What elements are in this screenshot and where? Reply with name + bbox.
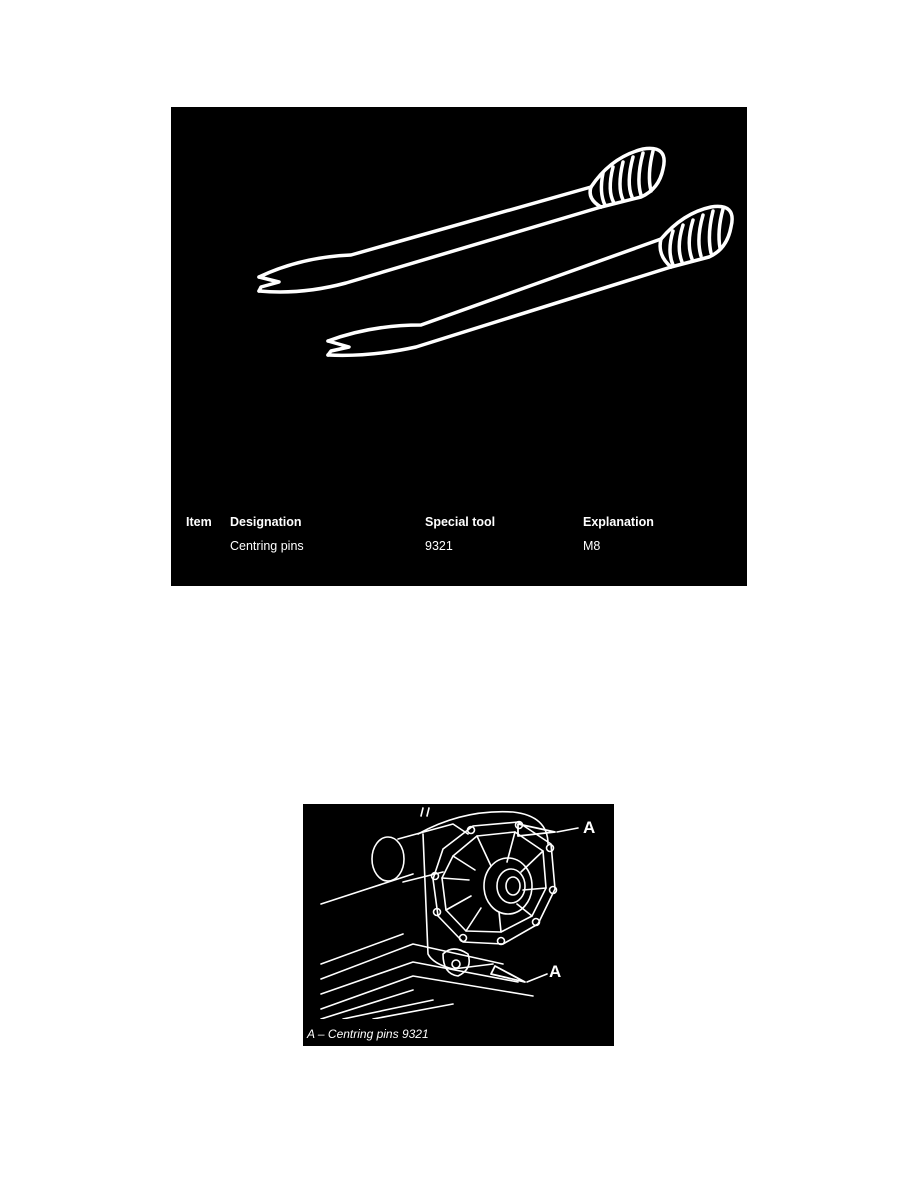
callout-label-a-lower: A <box>549 962 562 981</box>
tool-figure <box>171 107 747 586</box>
cell-special-tool: 9321 <box>425 539 453 553</box>
callout-label-a-upper: A <box>583 818 596 837</box>
centring-pins-illustration <box>171 107 747 507</box>
cell-explanation: M8 <box>583 539 601 553</box>
special-tool-table <box>171 515 747 563</box>
cell-designation: Centring pins <box>230 539 304 553</box>
column-header-designation: Designation <box>230 515 302 529</box>
column-header-special-tool: Special tool <box>425 515 496 529</box>
housing-with-centring-pins-illustration <box>303 804 614 1019</box>
usage-figure <box>303 804 614 1046</box>
figure-caption: A – Centring pins 9321 <box>307 1027 429 1041</box>
column-header-item: Item <box>186 515 212 529</box>
table-row <box>171 539 747 563</box>
table-header-row <box>171 515 747 539</box>
centring-pin-upper <box>259 148 664 292</box>
column-header-explanation: Explanation <box>583 515 654 529</box>
